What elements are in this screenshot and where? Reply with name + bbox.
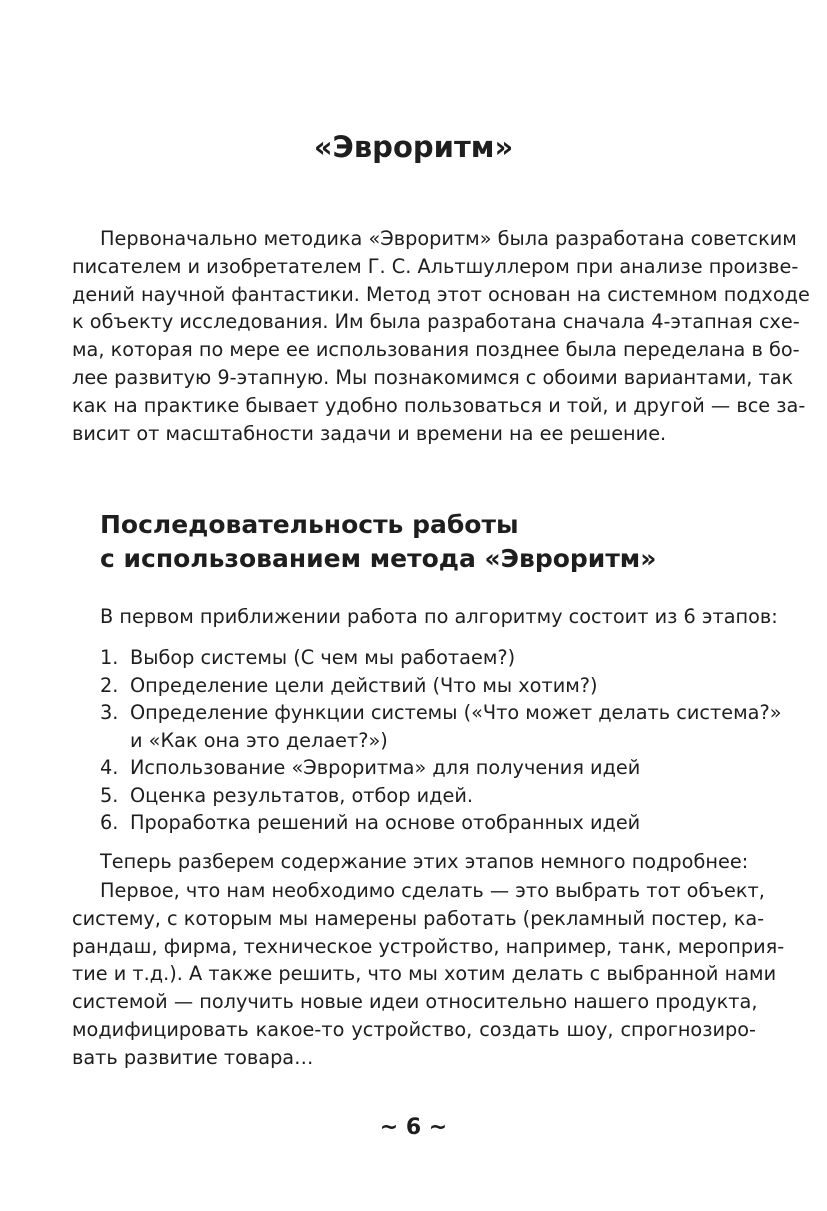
list-item	[100, 754, 782, 782]
step-text: Проработка решений на основе отобранных идей	[130, 811, 641, 834]
page-number: ~ 6 ~	[379, 1115, 448, 1140]
step-number: 5.	[100, 783, 119, 807]
step-text: Оценка результатов, отбор идей.	[130, 783, 473, 807]
steps-list	[100, 644, 782, 837]
step-text: Выбор системы (С чем мы работаем?)	[130, 646, 516, 669]
details-line: вать развитие товара…	[72, 1045, 314, 1069]
step-text: Использование «Эвроритма» для получения идей	[130, 756, 641, 779]
list-item	[100, 672, 782, 700]
section-heading-line: с использованием метода «Эвроритм»	[100, 544, 657, 573]
list-item	[100, 699, 782, 754]
details-line: рандаш, фирма, техническое устройство, например, танк, мероприя-	[72, 934, 785, 958]
step-text: Определение функции системы («Что может делать система?»	[130, 701, 782, 724]
details-line: тие и т.д.). А также решить, что мы хотим делать с выбранной нами	[72, 962, 777, 986]
details-line: модифицировать какое-то устройство, создать шоу, спрогнозиро-	[72, 1017, 756, 1041]
details-line: Первое, что нам необходимо сделать — это выбрать тот объект,	[100, 879, 765, 902]
intro-line: к объекту исследования. Им была разработана сначала 4-этапная схе-	[72, 310, 800, 334]
intro-line: Первоначально методика «Эвроритм» была разработана советским	[100, 227, 797, 250]
step-text-continuation: и «Как она это делает?»)	[130, 728, 388, 752]
step-number: 3.	[100, 701, 119, 724]
intro-line: висит от масштабности задачи и времени на ее решение.	[72, 421, 667, 445]
intro-line: как на практике бывает удобно пользоваться и той, и другой — все за-	[72, 393, 806, 417]
intro-paragraph	[72, 225, 810, 447]
list-item	[100, 644, 782, 672]
details-paragraph	[72, 877, 785, 1072]
step-text: Определение цели действий (Что мы хотим?)	[130, 673, 598, 697]
steps-lead: В первом приближении работа по алгоритму состоит из 6 этапов:	[100, 605, 778, 628]
intro-line: писателем и изобретателем Г. С. Альтшуллером при анализе произве-	[72, 254, 799, 278]
section-heading	[100, 508, 656, 576]
details-line: систему, с которым мы намерены работать (рекламный постер, ка-	[72, 906, 765, 930]
intro-line: ма, которая по мере ее использования позднее была переделана в бо-	[72, 338, 800, 362]
step-number: 6.	[100, 811, 119, 834]
intro-line: лее развитую 9-этапную. Мы познакомимся с обоими вариантами, так	[72, 365, 794, 389]
list-item	[100, 809, 782, 837]
details-lead: Теперь разберем содержание этих этапов немного подробнее:	[100, 850, 749, 873]
details-line: системой — получить новые идеи относительно нашего продукта,	[72, 990, 758, 1014]
step-number: 1.	[100, 646, 119, 669]
section-heading-line: Последовательность работы	[100, 510, 519, 539]
intro-line: дений научной фантастики. Метод этот основан на системном подходе	[72, 282, 810, 306]
list-item	[100, 782, 782, 810]
step-number: 4.	[100, 756, 119, 779]
page-title: «Эвроритм»	[313, 130, 514, 164]
step-number: 2.	[100, 673, 119, 697]
